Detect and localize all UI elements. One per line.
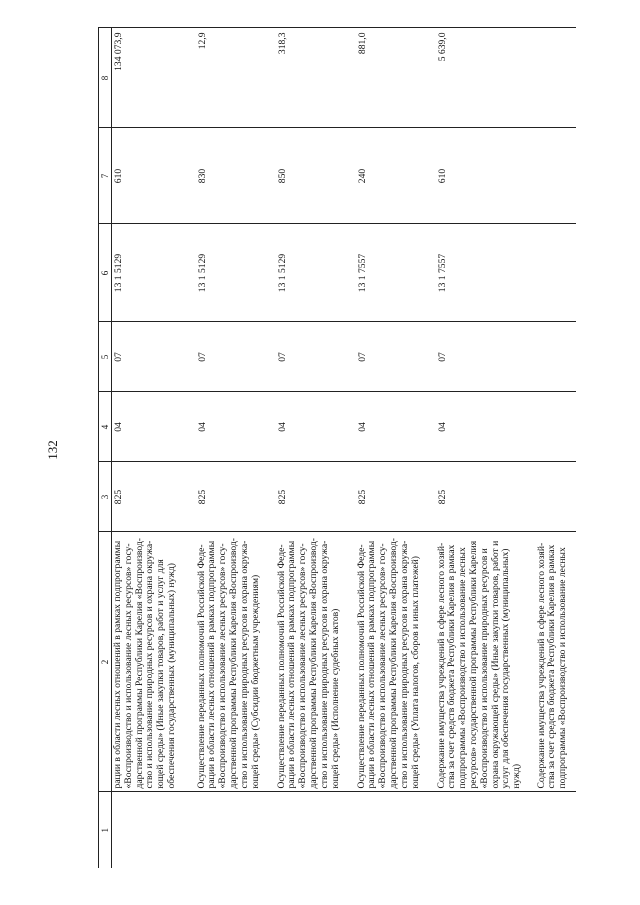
row-description: Осуществление переданных полномочий Российской Федерации в области лесных отношений в рамках подпрограммы «Воспроизводство и использование лесных ресурсов» государственной программы Республики Карелия «Воспроизводство и использование природных ресурсов и охрана окружающей среды» (Исполнение судебных актов) [276, 532, 356, 792]
col-header-7: 7 [99, 128, 112, 224]
col-header-4: 4 [99, 392, 112, 462]
row-description: Содержание имущества учреждений в сфере лесного хозяйства за счет средств бюджета Республики Карелия в рамках подпрограммы «Воспроизводство и использование лесных [536, 532, 576, 792]
row-amount: 5 639,0 [436, 28, 536, 128]
row-index [536, 792, 576, 868]
row-description: Содержание имущества учреждений в сфере лесного хозяйства за счет средств бюджета Республики Карелия в рамках подпрограммы «Воспроизводство и использование лесных ресурсов» государственной программы Республики Карелия «Воспроизводство и использование природных ресурсов и охрана окружающей среды» (Иные закупки товаров, работ и услуг для обеспечения государственных (муниципальных) нужд) [436, 532, 536, 792]
row-expense-type: 830 [196, 128, 276, 224]
row-expense-type: 240 [356, 128, 436, 224]
row-description: Осуществление переданных полномочий Российской Федерации в области лесных отношений в рамках подпрограммы «Воспроизводство и использование лесных ресурсов» государственной программы Республики Карелия «Воспроизводство и использование природных ресурсов и охрана окружающей среды» (Субсидии бюджетным учреждениям) [196, 532, 276, 792]
row-amount [536, 28, 576, 128]
row-index [436, 792, 536, 868]
table-row [436, 28, 536, 868]
col-header-6: 6 [99, 224, 112, 322]
row-amount: 881,0 [356, 28, 436, 128]
row-expense-type: 850 [276, 128, 356, 224]
row-expense-type [536, 128, 576, 224]
table-row [112, 28, 196, 868]
row-ministry-code: 825 [196, 462, 276, 532]
row-amount: 318,3 [276, 28, 356, 128]
col-header-8: 8 [99, 28, 112, 128]
header-row [99, 28, 112, 868]
row-index [356, 792, 436, 868]
row-target-article [536, 224, 576, 322]
table-row [536, 28, 576, 868]
rotated-page-content [98, 28, 618, 868]
row-index [196, 792, 276, 868]
row-ministry-code: 825 [276, 462, 356, 532]
row-section-code [536, 392, 576, 462]
row-index [112, 792, 196, 868]
row-description: Осуществление переданных полномочий Российской Федерации в области лесных отношений в рамках подпрограммы «Воспроизводство и использование лесных ресурсов» государственной программы Республики Карелия «Воспроизводство и использование природных ресурсов и охрана окружающей среды» (Уплата налогов, сборов и иных платежей) [356, 532, 436, 792]
col-header-5: 5 [99, 322, 112, 392]
row-target-article: 13 1 5129 [276, 224, 356, 322]
row-index [276, 792, 356, 868]
budget-table [98, 28, 576, 869]
row-subsection-code [536, 322, 576, 392]
col-header-3: 3 [99, 462, 112, 532]
row-target-article: 13 1 7557 [436, 224, 536, 322]
row-section-code: 04 [112, 392, 196, 462]
row-section-code: 04 [196, 392, 276, 462]
col-header-2: 2 [99, 532, 112, 792]
row-amount: 134 073,9 [112, 28, 196, 128]
row-section-code: 04 [356, 392, 436, 462]
row-subsection-code: 07 [436, 322, 536, 392]
row-section-code: 04 [436, 392, 536, 462]
row-ministry-code: 825 [436, 462, 536, 532]
table-row [196, 28, 276, 868]
row-subsection-code: 07 [112, 322, 196, 392]
row-amount: 12,9 [196, 28, 276, 128]
row-expense-type: 610 [112, 128, 196, 224]
row-expense-type: 610 [436, 128, 536, 224]
row-ministry-code: 825 [112, 462, 196, 532]
row-target-article: 13 1 5129 [196, 224, 276, 322]
row-ministry-code: 825 [356, 462, 436, 532]
row-ministry-code [536, 462, 576, 532]
table-row [276, 28, 356, 868]
row-subsection-code: 07 [196, 322, 276, 392]
row-target-article: 13 1 7557 [356, 224, 436, 322]
page-number: 132 [45, 440, 60, 460]
row-subsection-code: 07 [356, 322, 436, 392]
row-target-article: 13 1 5129 [112, 224, 196, 322]
row-subsection-code: 07 [276, 322, 356, 392]
row-description: рации в области лесных отношений в рамках подпрограммы «Воспроизводство и использование лесных ресурсов» государственной программы Республики Карелия «Воспроизводство и использование природных ресурсов и охрана окружающей среды» (Иные закупки товаров, работ и услуг для обеспечения государственных (муниципальных) нужд) [112, 532, 196, 792]
row-section-code: 04 [276, 392, 356, 462]
table-row [356, 28, 436, 868]
col-header-1: 1 [99, 792, 112, 868]
